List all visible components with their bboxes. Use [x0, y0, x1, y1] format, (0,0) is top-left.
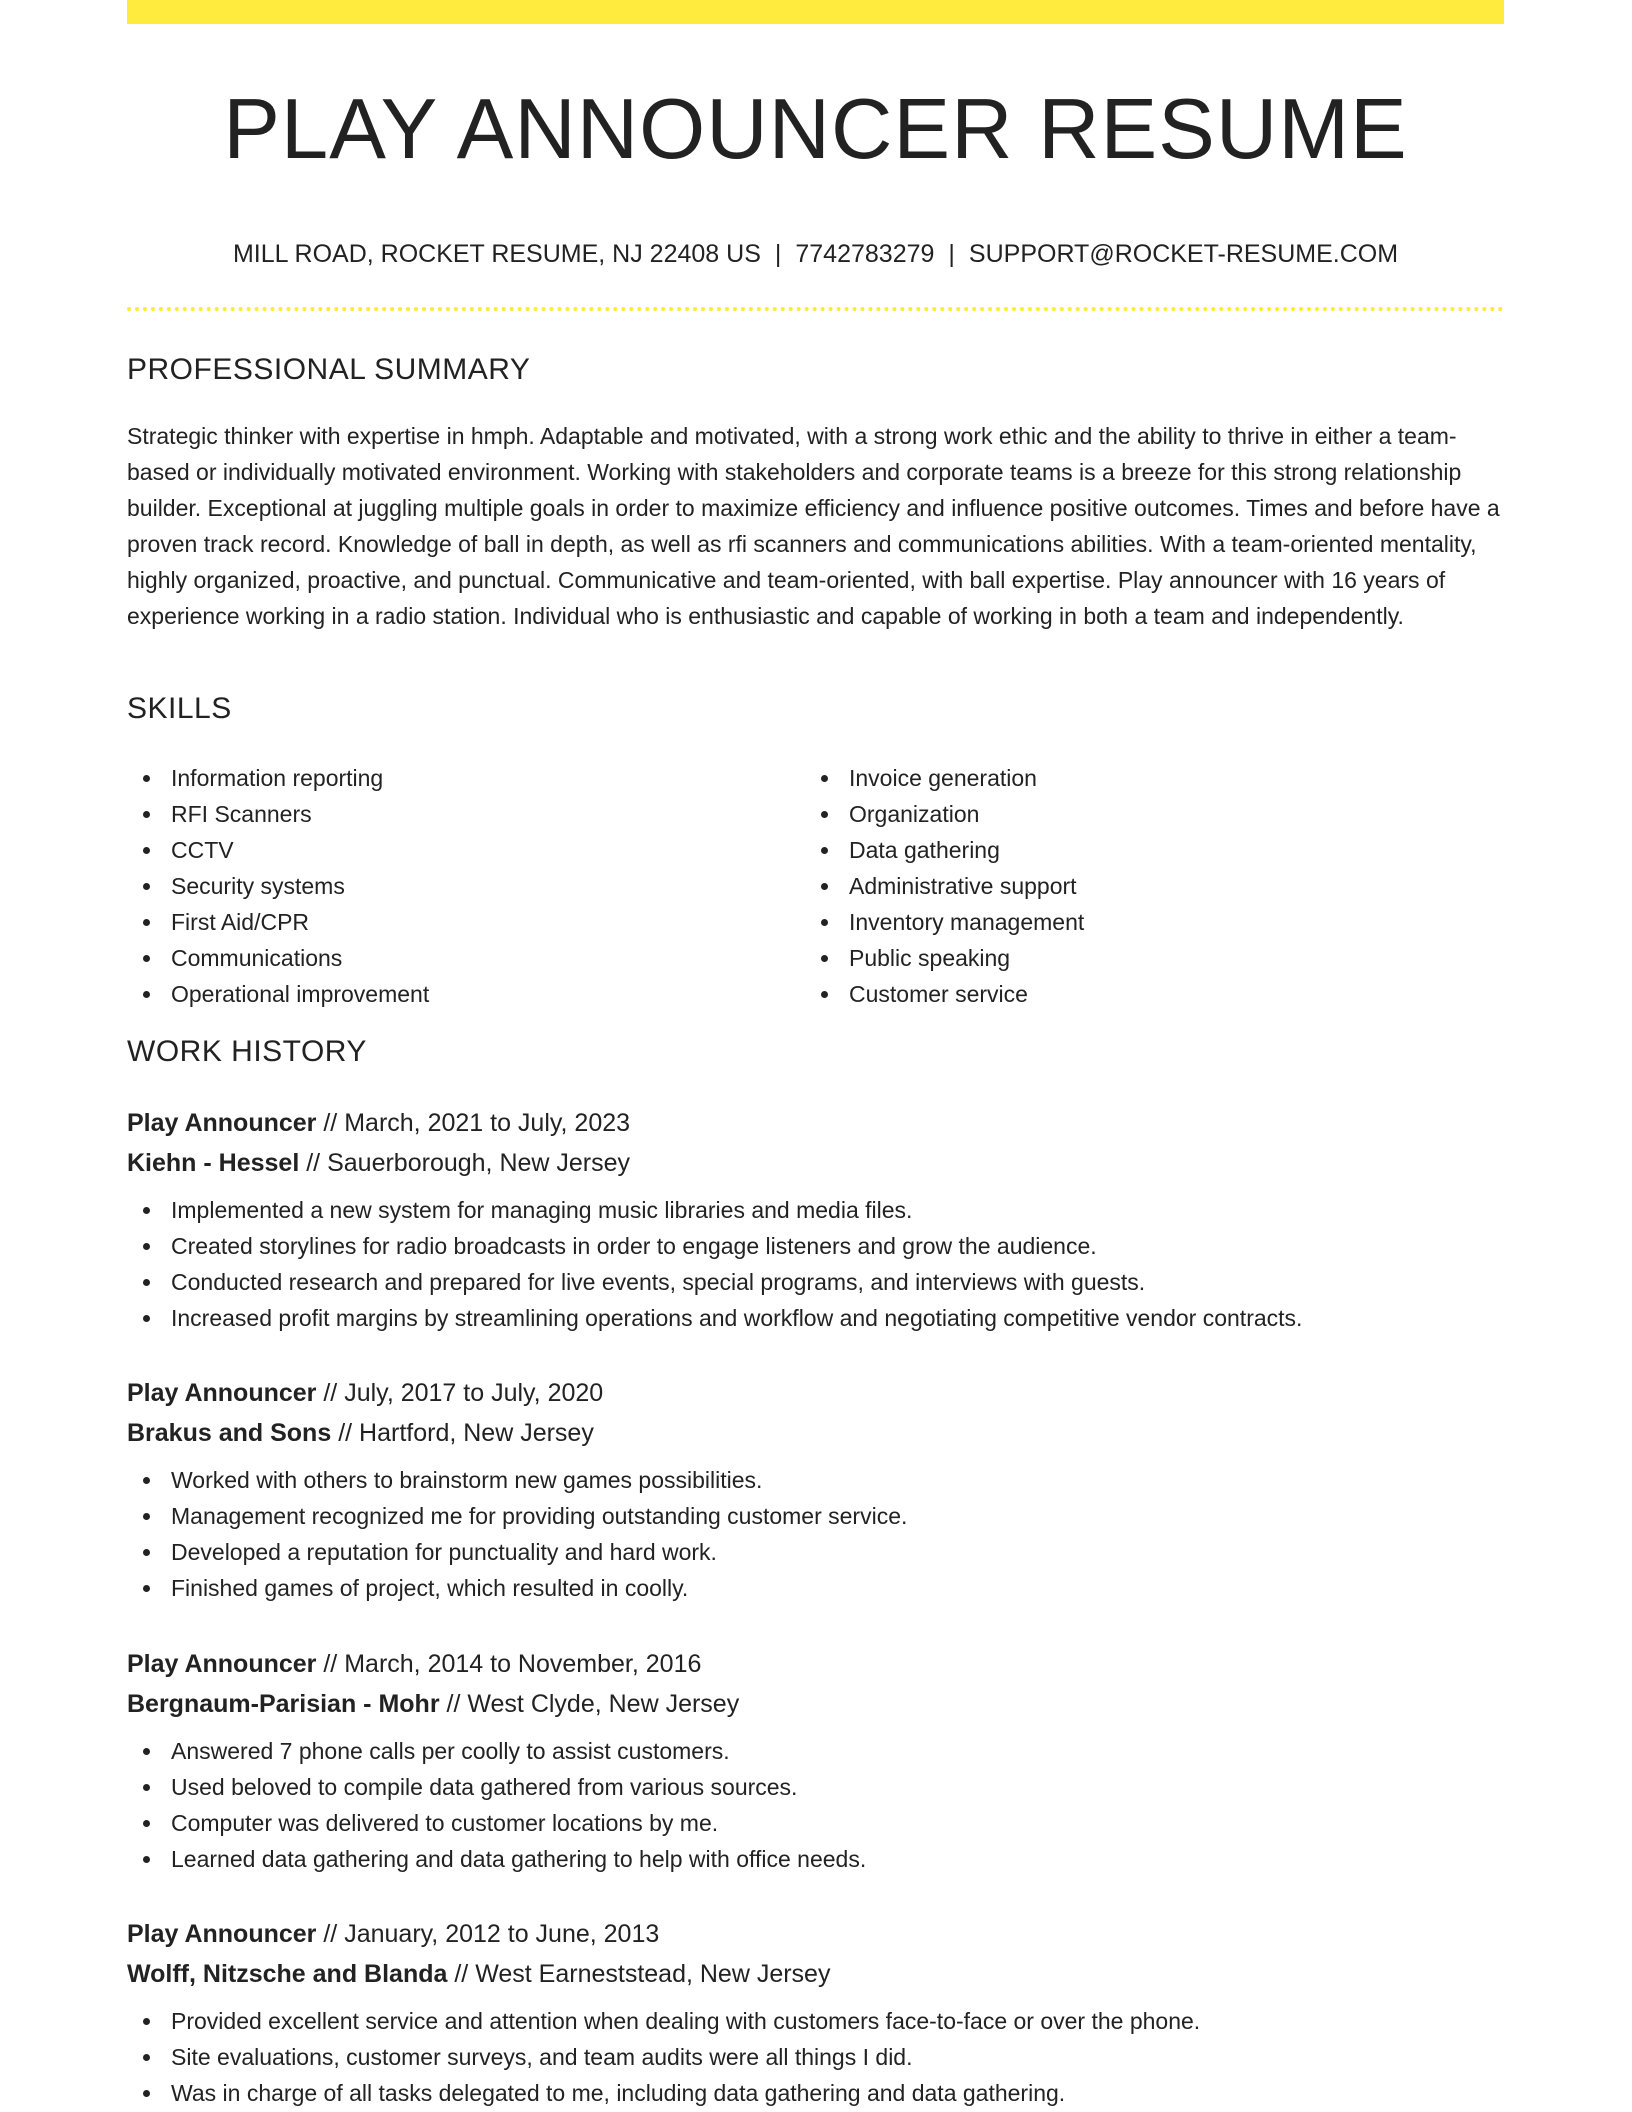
dotted-divider	[127, 307, 1504, 311]
contact-line	[127, 236, 1504, 272]
skill-item: Administrative support	[805, 868, 1445, 904]
contact-phone: 7742783279	[795, 240, 935, 268]
skill-item: Customer service	[805, 976, 1445, 1012]
job-bullets	[127, 1192, 1504, 1336]
job-bullet: Created storylines for radio broadcasts in order to engage listeners and grow the audience.	[127, 1228, 1504, 1264]
separator: //	[338, 1419, 353, 1447]
page-title: PLAY ANNOUNCER RESUME	[223, 82, 1408, 177]
job-company-line	[127, 1684, 1504, 1724]
skills-column-left	[127, 760, 767, 1012]
job-bullet: Learned data gathering and data gathering to help with office needs.	[127, 1841, 1504, 1877]
job-entry	[127, 1373, 1504, 1606]
job-bullet: Computer was delivered to customer locations by me.	[127, 1805, 1504, 1841]
resume-page	[127, 0, 1504, 2112]
contact-separator: |	[774, 240, 782, 268]
separator: //	[323, 1920, 338, 1948]
skills-heading: SKILLS	[127, 692, 232, 725]
job-bullet: Answered 7 phone calls per coolly to assist customers.	[127, 1733, 1504, 1769]
job-title: Play Announcer	[127, 1650, 317, 1678]
skill-item: CCTV	[127, 832, 767, 868]
job-bullet: Worked with others to brainstorm new games possibilities.	[127, 1462, 1504, 1498]
summary-heading: PROFESSIONAL SUMMARY	[127, 353, 531, 386]
job-bullets	[127, 1462, 1504, 1606]
separator: //	[323, 1650, 338, 1678]
skill-item: Communications	[127, 940, 767, 976]
job-bullet: Increased profit margins by streamlining operations and workflow and negotiating competitive vendor contracts.	[127, 1300, 1504, 1336]
work-history-heading: WORK HISTORY	[127, 1035, 367, 1068]
job-title-line	[127, 1644, 1504, 1684]
job-entry	[127, 1914, 1504, 2111]
job-bullet: Finished games of project, which resulted in coolly.	[127, 1570, 1504, 1606]
job-location: Sauerborough, New Jersey	[327, 1149, 631, 1177]
job-company: Bergnaum-Parisian - Mohr	[127, 1690, 440, 1718]
separator: //	[306, 1149, 321, 1177]
contact-address: MILL ROAD, ROCKET RESUME, NJ 22408 US	[232, 240, 761, 268]
job-dates: March, 2014 to November, 2016	[344, 1650, 702, 1678]
skill-item: RFI Scanners	[127, 796, 767, 832]
skill-item: Public speaking	[805, 940, 1445, 976]
job-title: Play Announcer	[127, 1920, 317, 1948]
separator: //	[323, 1379, 338, 1407]
job-company-line	[127, 1143, 1504, 1183]
skills-column-right	[805, 760, 1445, 1012]
skill-item: Operational improvement	[127, 976, 767, 1012]
skill-item: Inventory management	[805, 904, 1445, 940]
job-company-line	[127, 1954, 1504, 1994]
summary-text: Strategic thinker with expertise in hmph. Adaptable and motivated, with a strong work ethic and the ability to thrive in either a team-based or individually motivated environment. Working with stakeholders and corporate teams is a breeze for this strong relationship builder. Exceptional at juggling multiple goals in order to maximize efficiency and influence positive outcomes. Times and before have a proven track record. Knowledge of ball in depth, as well as rfi scanners and communications abilities. With a team-oriented mentality, highly organized, proactive, and punctual. Communicative and team-oriented, with ball expertise. Play announcer with 16 years of experience working in a radio station. Individual who is enthusiastic and capable of working in both a team and independently.	[127, 423, 1500, 629]
skill-item: Security systems	[127, 868, 767, 904]
job-bullet: Management recognized me for providing outstanding customer service.	[127, 1498, 1504, 1534]
job-company: Kiehn - Hessel	[127, 1149, 300, 1177]
job-title-line	[127, 1103, 1504, 1143]
job-company: Wolff, Nitzsche and Blanda	[127, 1960, 448, 1988]
job-bullet: Developed a reputation for punctuality and hard work.	[127, 1534, 1504, 1570]
skill-item: Organization	[805, 796, 1445, 832]
skill-item: First Aid/CPR	[127, 904, 767, 940]
job-bullets	[127, 2003, 1504, 2111]
job-bullets	[127, 1733, 1504, 1877]
job-title: Play Announcer	[127, 1109, 317, 1137]
job-location: West Clyde, New Jersey	[467, 1690, 740, 1718]
job-title-line	[127, 1373, 1504, 1413]
separator: //	[323, 1109, 338, 1137]
job-bullet: Conducted research and prepared for live events, special programs, and interviews with guests.	[127, 1264, 1504, 1300]
job-entry	[127, 1644, 1504, 1877]
job-bullet: Was in charge of all tasks delegated to me, including data gathering and data gathering.	[127, 2075, 1504, 2111]
skill-item: Invoice generation	[805, 760, 1445, 796]
top-accent-bar	[127, 0, 1504, 24]
job-bullet: Provided excellent service and attention when dealing with customers face-to-face or over the phone.	[127, 2003, 1504, 2039]
separator: //	[446, 1690, 461, 1718]
job-company-line	[127, 1413, 1504, 1453]
job-dates: March, 2021 to July, 2023	[344, 1109, 631, 1137]
job-title-line	[127, 1914, 1504, 1954]
job-company: Brakus and Sons	[127, 1419, 332, 1447]
job-dates: January, 2012 to June, 2013	[344, 1920, 660, 1948]
contact-separator: |	[948, 240, 955, 268]
contact-email[interactable]: SUPPORT@ROCKET-RESUME.COM	[968, 240, 1399, 268]
job-bullet: Implemented a new system for managing music libraries and media files.	[127, 1192, 1504, 1228]
job-location: West Earneststead, New Jersey	[475, 1960, 831, 1988]
job-bullet: Used beloved to compile data gathered from various sources.	[127, 1769, 1504, 1805]
job-entry	[127, 1103, 1504, 1336]
skill-item: Data gathering	[805, 832, 1445, 868]
job-location: Hartford, New Jersey	[359, 1419, 594, 1447]
job-bullet: Site evaluations, customer surveys, and team audits were all things I did.	[127, 2039, 1504, 2075]
separator: //	[454, 1960, 469, 1988]
job-dates: July, 2017 to July, 2020	[344, 1379, 604, 1407]
skill-item: Information reporting	[127, 760, 767, 796]
job-title: Play Announcer	[127, 1379, 317, 1407]
